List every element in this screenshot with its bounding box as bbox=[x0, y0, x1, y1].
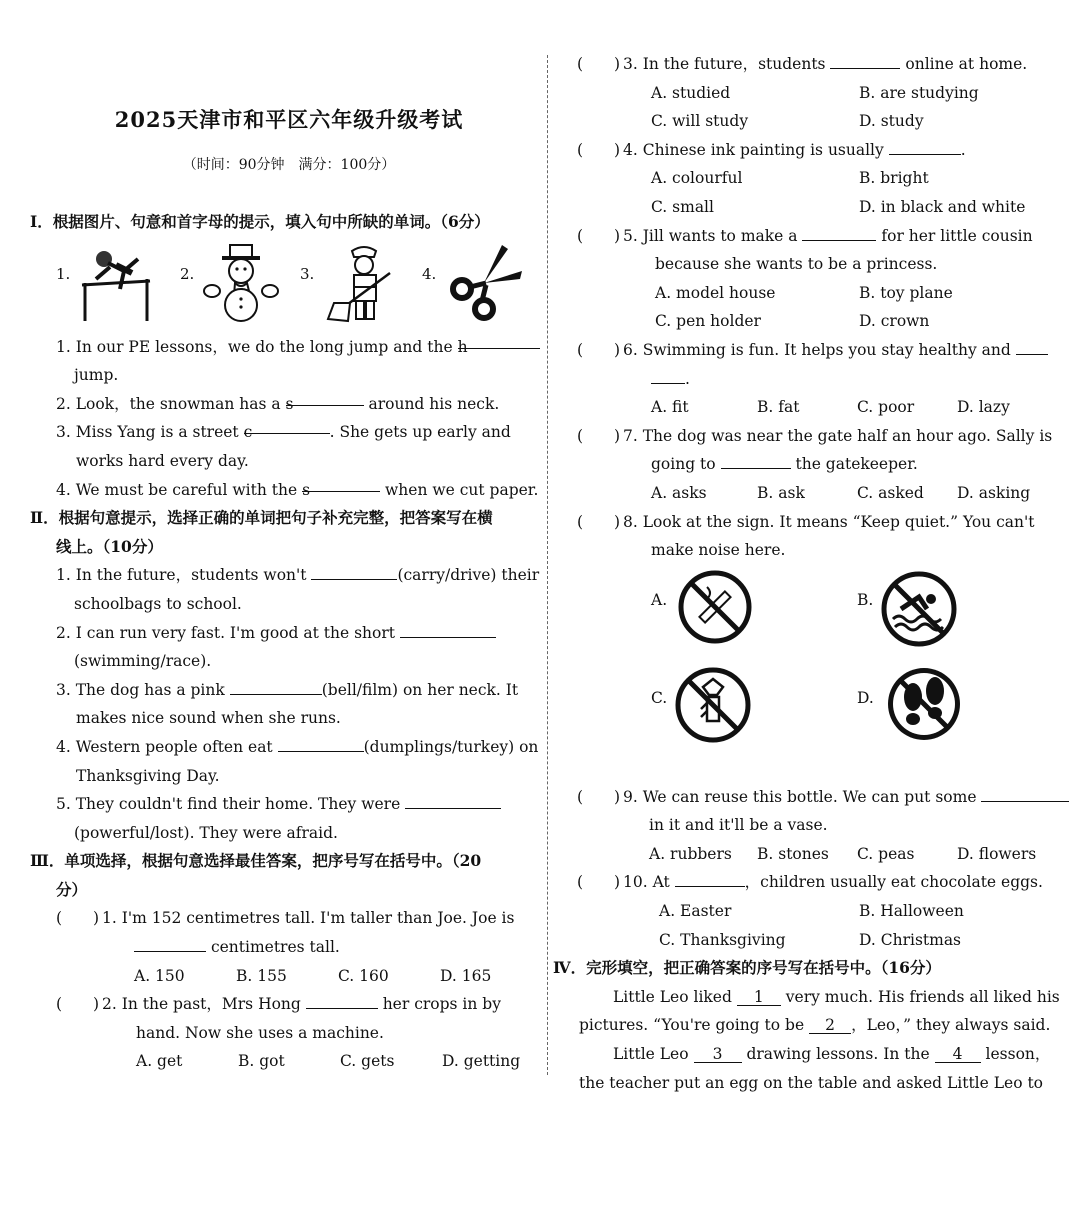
s3-q10-blank[interactable] bbox=[675, 871, 745, 887]
sign-label-b: B. bbox=[857, 590, 874, 609]
s4-p1-line1: Little Leo liked 1 very much. His friends all liked his bbox=[613, 987, 1060, 1006]
s3-q10-options-2 bbox=[553, 926, 1063, 955]
answer-paren-9[interactable]: ( ) bbox=[577, 787, 621, 806]
s3-q6-options bbox=[553, 393, 1063, 422]
option-a[interactable]: A. colourful bbox=[651, 169, 743, 188]
s2-q2-cont: (swimming/race). bbox=[74, 652, 212, 671]
s3-q4-options bbox=[553, 164, 1063, 193]
section-1-heading: Ⅰ．根据图片、句意和首字母的提示，填入句中所缺的单词。（6分） bbox=[30, 212, 490, 231]
pic-label-2: 2. bbox=[180, 264, 195, 283]
s2-q2: 2. I can run very fast. I'm good at the short bbox=[30, 619, 548, 648]
cloze-blank-1[interactable]: 1 bbox=[737, 990, 781, 1006]
sign-label-d: D. bbox=[857, 688, 874, 707]
no-touching-sign-icon[interactable] bbox=[673, 665, 753, 745]
cloze-blank-4[interactable]: 4 bbox=[935, 1047, 981, 1063]
option-a[interactable]: A. 150 bbox=[134, 966, 185, 985]
s1-q2-blank[interactable]: s bbox=[286, 390, 364, 406]
s4-p2-line1: Little Leo 3 drawing lessons. In the 4 lesson， bbox=[613, 1045, 1051, 1064]
s3-q2-blank[interactable] bbox=[306, 993, 378, 1009]
option-b[interactable]: B. ask bbox=[757, 483, 805, 502]
page-title: 2025天津市和平区六年级升级考试 bbox=[114, 107, 464, 132]
s2-q3-blank[interactable] bbox=[230, 679, 322, 695]
option-c[interactable]: C. peas bbox=[857, 844, 915, 863]
option-c[interactable]: C. will study bbox=[651, 112, 749, 131]
option-a[interactable]: A. asks bbox=[651, 483, 707, 502]
answer-paren-4[interactable]: ( ) bbox=[577, 140, 621, 159]
option-c[interactable]: C. small bbox=[651, 197, 714, 216]
answer-paren-3[interactable]: ( ) bbox=[577, 55, 621, 73]
cloze-blank-2[interactable]: 2 bbox=[809, 1018, 851, 1034]
s1-q3-blank[interactable]: c bbox=[244, 418, 330, 434]
section-2-heading: Ⅱ．根据句意提示，选择正确的单词把句子补充完整，把答案写在横 bbox=[30, 508, 493, 528]
s3-q1-blank[interactable] bbox=[134, 936, 206, 952]
option-c[interactable]: C. Thanksgiving bbox=[659, 930, 786, 949]
cloze-blank-3[interactable]: 3 bbox=[694, 1047, 742, 1063]
street-cleaner-icon bbox=[320, 243, 400, 323]
pic-label-4: 4. bbox=[422, 264, 437, 283]
option-c[interactable]: C. asked bbox=[857, 483, 924, 502]
option-a[interactable]: A. get bbox=[136, 1052, 183, 1071]
option-d[interactable]: D. asking bbox=[957, 483, 1031, 502]
option-b[interactable]: B. Halloween bbox=[859, 902, 964, 921]
option-d[interactable]: D. study bbox=[859, 112, 924, 131]
option-a[interactable]: A. studied bbox=[651, 83, 731, 102]
option-b[interactable]: B. bright bbox=[859, 169, 929, 188]
s3-q5: ( ) 5. Jill wants to make a for her little cousin bbox=[553, 222, 1063, 251]
pic-label-1: 1. bbox=[56, 264, 71, 283]
sign-label-c: C. bbox=[651, 688, 668, 707]
s1-q3-cont: works hard every day. bbox=[76, 451, 249, 470]
s2-q5-cont: (powerful/lost). They were afraid. bbox=[74, 823, 338, 842]
snowman-icon bbox=[202, 243, 282, 323]
s2-q4: 4. Western people often eat (dumplings/turkey) on bbox=[56, 737, 539, 756]
scissors-icon bbox=[444, 243, 524, 323]
s3-q1-options bbox=[30, 962, 548, 991]
s3-q4: ( ) 4. Chinese ink painting is usually . bbox=[553, 136, 1063, 165]
option-b[interactable]: B. 155 bbox=[236, 966, 287, 985]
option-d[interactable]: D. flowers bbox=[957, 844, 1037, 863]
s3-q9: ( ) 9. We can reuse this bottle. We can put some bbox=[553, 783, 1063, 812]
s3-q5-options-2 bbox=[553, 307, 1063, 336]
sign-options bbox=[553, 565, 1063, 765]
s3-q3: ( ) 3. In the future，students online at home. bbox=[553, 50, 1063, 79]
s3-q5-options bbox=[553, 279, 1063, 308]
option-b[interactable]: B. stones bbox=[757, 844, 829, 863]
option-d[interactable]: D. getting bbox=[442, 1052, 521, 1071]
s2-q5-blank[interactable] bbox=[405, 793, 501, 809]
s3-q4-blank[interactable] bbox=[889, 139, 961, 155]
right-column bbox=[553, 50, 1063, 1097]
s2-q5: 5. They couldn't find their home. They were bbox=[30, 790, 548, 819]
s2-q1-blank[interactable] bbox=[311, 564, 397, 580]
s3-q7: ( ) 7. The dog was near the gate half an hour ago. Sally is bbox=[553, 422, 1063, 451]
s2-q3: 3. The dog has a pink (bell/film) on her neck. It bbox=[56, 680, 519, 699]
s3-q1: ( ) 1. I'm 152 centimetres tall. I'm taller than Joe. Joe is bbox=[30, 904, 548, 933]
s3-q4-options-2 bbox=[553, 193, 1063, 222]
s3-q8: ( ) 8. Look at the sign. It means “Keep quiet.” You can't bbox=[553, 508, 1063, 537]
s1-q1: 1. In our PE lessons，we do the long jump and the h bbox=[30, 333, 548, 362]
option-d[interactable]: D. lazy bbox=[957, 398, 1010, 417]
s3-q7-cont: going to the gatekeeper. bbox=[651, 455, 918, 474]
s3-q2-options bbox=[30, 1047, 548, 1076]
option-c[interactable]: C. poor bbox=[857, 398, 915, 417]
section-4-heading: Ⅳ．完形填空，把正确答案的序号写在括号中。（16分） bbox=[553, 958, 941, 978]
s4-p1-line2: pictures. “You're going to be 2 ，Leo，” they always said. bbox=[579, 1016, 1051, 1035]
answer-paren-1[interactable]: ( ) bbox=[56, 909, 100, 928]
s3-q3-options-2 bbox=[553, 107, 1063, 136]
s3-q2: ( ) 2. In the past，Mrs Hong her crops in by bbox=[30, 990, 548, 1019]
s2-q4-cont: Thanksgiving Day. bbox=[76, 766, 220, 785]
section-2-heading-cont: 线上。（10分） bbox=[56, 536, 163, 556]
option-a[interactable]: A. fit bbox=[651, 398, 689, 417]
option-b[interactable]: B. are studying bbox=[859, 83, 979, 102]
s3-q6-cont: . bbox=[553, 365, 1063, 394]
answer-paren-5[interactable]: ( ) bbox=[577, 226, 621, 245]
s1-q4: 4. We must be careful with the s when we cut paper. bbox=[30, 476, 548, 505]
s1-q3: 3. Miss Yang is a street c . She gets up early and bbox=[30, 418, 548, 447]
s3-q9-blank[interactable] bbox=[981, 786, 1069, 802]
answer-paren-7[interactable]: ( ) bbox=[577, 426, 621, 445]
s2-q4-blank[interactable] bbox=[278, 736, 364, 752]
s1-q1-cont: jump. bbox=[74, 366, 119, 385]
pic-label-3: 3. bbox=[300, 264, 315, 283]
answer-paren-10[interactable]: ( ) bbox=[577, 873, 621, 892]
option-c[interactable]: C. 160 bbox=[338, 966, 389, 985]
s2-q1-cont: schoolbags to school. bbox=[74, 594, 242, 613]
picture-row bbox=[30, 237, 548, 329]
no-swimming-sign-icon[interactable] bbox=[879, 569, 959, 649]
section-3-heading: Ⅲ．单项选择，根据句意选择最佳答案，把序号写在括号中。（20 bbox=[30, 851, 482, 871]
exam-info: （时间：90分钟 满分：100分） bbox=[182, 157, 396, 173]
section-3-heading-cont: 分） bbox=[56, 879, 88, 899]
no-smoking-sign-icon[interactable] bbox=[677, 569, 753, 645]
left-column bbox=[30, 48, 548, 1076]
s3-q9-options bbox=[553, 840, 1063, 869]
s3-q6: ( ) 6. Swimming is fun. It helps you stay healthy and bbox=[553, 336, 1063, 365]
s3-q3-blank[interactable] bbox=[830, 53, 900, 69]
s3-q6-blank[interactable] bbox=[1016, 339, 1048, 355]
s4-p2-line2: the teacher put an egg on the table and asked Little Leo to bbox=[579, 1073, 1044, 1092]
option-a[interactable]: A. rubbers bbox=[649, 844, 732, 863]
s3-q5-blank[interactable] bbox=[802, 225, 876, 241]
s2-q2-blank[interactable] bbox=[400, 622, 496, 638]
s3-q5-cont: because she wants to be a princess. bbox=[655, 255, 938, 274]
s3-q10: ( ) 10. At ，children usually eat chocolate eggs. bbox=[553, 868, 1063, 897]
s1-q4-blank[interactable]: s bbox=[302, 476, 380, 492]
option-d[interactable]: D. crown bbox=[859, 312, 930, 331]
s3-q8-cont: make noise here. bbox=[651, 541, 786, 560]
option-c[interactable]: C. gets bbox=[340, 1052, 395, 1071]
answer-paren-8[interactable]: ( ) bbox=[577, 512, 621, 531]
s3-q3-options bbox=[553, 79, 1063, 108]
answer-paren-2[interactable]: ( ) bbox=[56, 995, 100, 1014]
s2-q1: 1. In the future，students won't (carry/drive) their bbox=[56, 566, 540, 585]
option-a[interactable]: A. Easter bbox=[659, 902, 732, 921]
sign-label-a: A. bbox=[651, 590, 668, 609]
s1-q1-blank[interactable]: h bbox=[458, 333, 540, 349]
s3-q7-options bbox=[553, 479, 1063, 508]
option-d[interactable]: D. in black and white bbox=[859, 197, 1026, 216]
s3-q6-blank-2[interactable] bbox=[651, 368, 685, 384]
s2-q3-cont: makes nice sound when she runs. bbox=[76, 709, 341, 728]
high-jump-icon bbox=[80, 243, 152, 323]
s3-q2-cont: hand. Now she uses a machine. bbox=[136, 1023, 384, 1042]
answer-paren-6[interactable]: ( ) bbox=[577, 340, 621, 359]
no-walking-sign-icon[interactable] bbox=[883, 663, 965, 745]
option-d[interactable]: D. 165 bbox=[440, 966, 492, 985]
s3-q7-blank[interactable] bbox=[721, 453, 791, 469]
option-d[interactable]: D. Christmas bbox=[859, 930, 962, 949]
s3-q9-cont: in it and it'll be a vase. bbox=[649, 816, 828, 835]
option-b[interactable]: B. fat bbox=[757, 398, 800, 417]
option-b[interactable]: B. got bbox=[238, 1052, 285, 1071]
option-a[interactable]: A. model house bbox=[655, 283, 776, 302]
s3-q10-options bbox=[553, 897, 1063, 926]
option-c[interactable]: C. pen holder bbox=[655, 312, 761, 331]
s3-q1-cont: centimetres tall. bbox=[30, 933, 548, 962]
s1-q2: 2. Look，the snowman has a s around his neck. bbox=[30, 390, 548, 419]
option-b[interactable]: B. toy plane bbox=[859, 283, 953, 302]
